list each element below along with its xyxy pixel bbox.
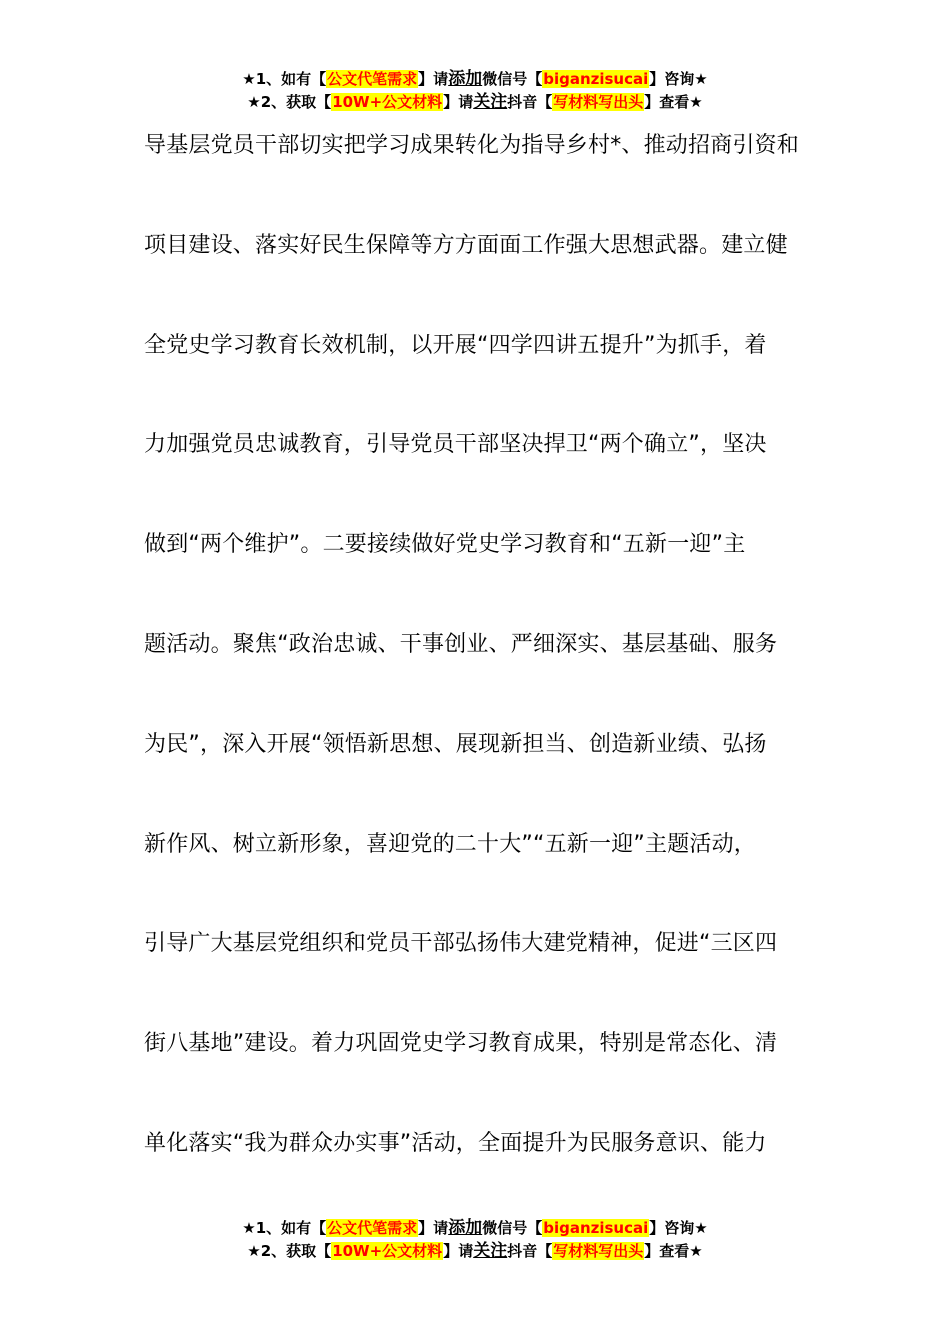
promo-highlight-materials: 10W+公文材料 (332, 1242, 443, 1260)
promo-text: 】咨询★ (649, 1219, 708, 1237)
promo-banner-top (0, 68, 950, 114)
promo-text: 抖音【 (507, 93, 553, 111)
promo-text: 微信号【 (482, 1219, 543, 1237)
promo-underline-follow: 关注 (473, 1241, 508, 1261)
promo-text: 抖音【 (507, 1242, 553, 1260)
promo-highlight-materials: 10W+公文材料 (332, 93, 443, 111)
body-line: 引导广大基层党组织和党员干部弘扬伟大建党精神，促进“三区四 (144, 931, 778, 957)
promo-text: 】咨询★ (649, 70, 708, 88)
body-line: 街八基地”建设。着力巩固党史学习教育成果，特别是常态化、清 (144, 1031, 778, 1057)
promo-text: ★1、如有【 (242, 70, 327, 88)
promo-banner-bottom (0, 1217, 950, 1263)
promo-line-1 (0, 68, 950, 91)
promo-text: ★2、获取【 (247, 1242, 332, 1260)
body-line: 新作风、树立新形象，喜迎党的二十大”“五新一迎”主题活动， (144, 831, 756, 857)
body-line: 单化落实“我为群众办实事”活动，全面提升为民服务意识、能力 (144, 1130, 767, 1156)
promo-text: 】查看★ (644, 1242, 703, 1260)
promo-underline-add: 添加 (448, 1218, 483, 1238)
promo-text: 】请 (418, 70, 449, 88)
promo-text: 】请 (443, 93, 474, 111)
promo-text: ★1、如有【 (242, 1219, 327, 1237)
promo-text: 微信号【 (482, 70, 543, 88)
body-line: 全党史学习教育长效机制，以开展“四学四讲五提升”为抓手，着 (144, 332, 767, 358)
promo-highlight-wechat-id: biganzisucai (543, 1219, 649, 1237)
promo-highlight-douyin: 写材料写出头 (553, 93, 644, 111)
promo-text: 】查看★ (644, 93, 703, 111)
promo-underline-add: 添加 (448, 69, 483, 89)
body-line: 做到“两个维护”。二要接续做好党史学习教育和“五新一迎”主 (144, 532, 746, 558)
body-line: 项目建设、落实好民生保障等方方面面工作强大思想武器。建立健 (144, 232, 788, 258)
promo-underline-follow: 关注 (473, 92, 508, 112)
promo-line-2 (0, 91, 950, 114)
promo-text: ★2、获取【 (247, 93, 332, 111)
promo-highlight-douyin: 写材料写出头 (553, 1242, 644, 1260)
promo-highlight-service: 公文代笔需求 (327, 1219, 418, 1237)
body-line: 力加强党员忠诚教育，引导党员干部坚决捍卫“两个确立”，坚决 (144, 432, 767, 458)
promo-line-1 (0, 1217, 950, 1240)
body-line: 题活动。聚焦“政治忠诚、干事创业、严细深实、基层基础、服务 (144, 631, 778, 657)
promo-highlight-service: 公文代笔需求 (327, 70, 418, 88)
promo-text: 】请 (443, 1242, 474, 1260)
body-line: 为民”，深入开展“领悟新思想、展现新担当、创造新业绩、弘扬 (144, 731, 767, 757)
promo-line-2 (0, 1240, 950, 1263)
document-body (144, 118, 814, 1216)
promo-highlight-wechat-id: biganzisucai (543, 70, 649, 88)
body-line: 导基层党员干部切实把学习成果转化为指导乡村*、推动招商引资和 (144, 133, 800, 158)
promo-text: 】请 (418, 1219, 449, 1237)
